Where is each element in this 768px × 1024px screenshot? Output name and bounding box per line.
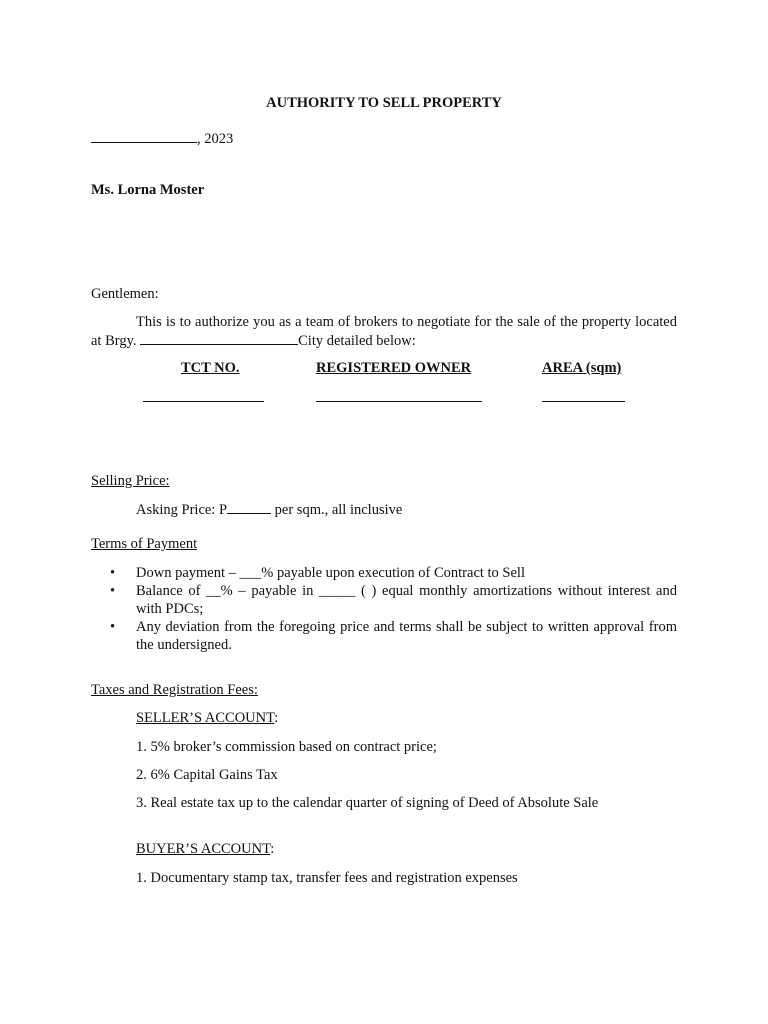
document-title: AUTHORITY TO SELL PROPERTY <box>266 95 502 111</box>
column-header-owner: REGISTERED OWNER <box>316 360 472 376</box>
date-blank <box>91 129 197 143</box>
asking-price-suffix: per sqm., all inclusive <box>271 502 403 518</box>
taxes-heading: Taxes and Registration Fees: <box>91 682 258 698</box>
sellers-item: 2. 6% Capital Gains Tax <box>136 767 278 783</box>
intro-text-part1: This is to authorize you as a team of brokers to negotiate for the sale of the property located at Brgy. <box>91 314 677 349</box>
bullet-icon: • <box>110 619 116 635</box>
tct-blank-line <box>143 401 264 402</box>
owner-blank-line <box>316 401 482 402</box>
column-header-tct: TCT NO. <box>181 360 240 376</box>
asking-price-blank <box>227 500 271 514</box>
bullet-icon: • <box>110 583 116 599</box>
terms-of-payment-heading: Terms of Payment <box>91 536 198 552</box>
bullet-icon: • <box>110 565 116 581</box>
list-item: • Balance of __% – payable in _____ ( ) equal monthly amortizations without interest and with PDCs; <box>110 583 677 617</box>
selling-price-heading: Selling Price: <box>91 473 170 489</box>
buyers-item: 1. Documentary stamp tax, transfer fees and registration expenses <box>136 870 518 886</box>
sellers-account-heading: SELLER’S ACCOUNT: <box>136 710 279 726</box>
intro-paragraph <box>91 313 677 350</box>
date-line <box>91 129 233 148</box>
asking-price-label: Asking Price: P <box>136 502 228 518</box>
intro-text-part2: City detailed below: <box>298 333 416 349</box>
buyers-account-heading: BUYER’S ACCOUNT: <box>136 841 275 857</box>
sellers-item: 1. 5% broker’s commission based on contract price; <box>136 739 437 755</box>
barangay-blank <box>140 331 298 345</box>
addressee: Ms. Lorna Moster <box>91 182 205 198</box>
area-blank-line <box>542 401 625 402</box>
list-item: • Down payment – ___% payable upon execution of Contract to Sell <box>110 565 525 581</box>
asking-price-line <box>136 500 402 519</box>
salutation: Gentlemen: <box>91 286 159 302</box>
date-year: , 2023 <box>197 131 234 147</box>
column-header-area: AREA (sqm) <box>542 360 622 376</box>
sellers-item: 3. Real estate tax up to the calendar quarter of signing of Deed of Absolute Sale <box>136 795 599 811</box>
list-item: • Any deviation from the foregoing price and terms shall be subject to written approval from the undersigned. <box>110 619 677 653</box>
payment-terms-list <box>110 564 677 654</box>
